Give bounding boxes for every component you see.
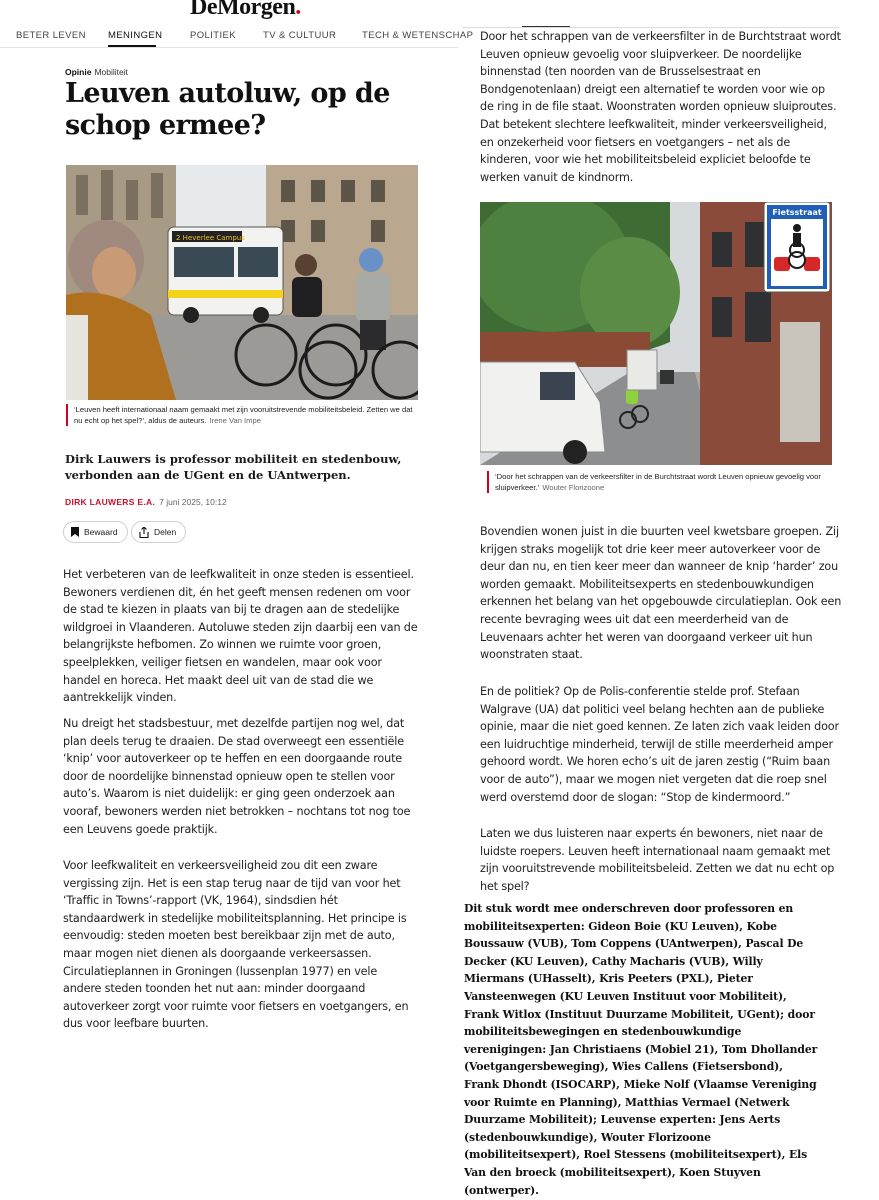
subcategory-label[interactable]: Mobiliteit xyxy=(94,67,128,77)
street-scene-illustration xyxy=(66,165,418,400)
nav-item-beter-leven[interactable]: BETER LEVEN xyxy=(16,30,86,41)
author-intro: Dirk Lauwers is professor mobiliteit en stedenbouw, verbonden aan de UGent en de UAntwerpen. xyxy=(65,452,402,482)
body-paragraph-1: Het verbeteren van de leefkwaliteit in onze steden is essentieel. Bewoners verdienen dit, én het geeft mensen redenen om voor de stad te kiezen in plaats van bij te dragen aan de stedelijke wildgroei in Vlaanderen. Autoluwe steden zijn daarbij een van de belangrijkste hefbomen. Zo winnen we ruimte voor groen, speelplekken, veiliger fietsen en wandelen, maar ook voor handel en horeca. Het maakt deel uit van de stad die we aantrekkelijk vinden. xyxy=(63,568,418,705)
article-photo-street xyxy=(66,165,418,400)
nav-item-politiek[interactable]: POLITIEK xyxy=(190,30,236,41)
category-label[interactable]: Opinie xyxy=(65,67,92,77)
share-icon xyxy=(139,527,149,538)
right-page-column xyxy=(462,0,879,1200)
main-navigation xyxy=(0,26,474,48)
share-button-label: Delen xyxy=(154,527,177,537)
body-paragraph-4: Door het schrappen van de verkeersfilter in de Burchtstraat wordt Leuven opnieuw gevoelig voor sluipverkeer. De noordelijke binnenstad (ten noorden van de Brusselsestraat en Bondgenotenlaan) dreigt een alternatief te worden voor wie op de ring in de file staat. Woonstraten worden opnieuw sluiproutes. Dat betekent slechtere leefkwaliteit, minder verkeersveiligheid, en onzekerheid voor fietsers en voetgangers – net als de kinderen, voor wie het mobiliteitsbeleid expliciet beloofde te werken vanuit de kindnorm. xyxy=(480,30,841,184)
bookmark-icon xyxy=(71,527,79,537)
photo-credit: Irene Van Impe xyxy=(209,416,261,425)
article-headline: Leuven autoluw, op de schop ermee? xyxy=(65,78,390,141)
fietsstraat-scene-illustration xyxy=(480,202,832,465)
save-button-label: Bewaard xyxy=(84,527,118,537)
body-paragraph-5: Bovendien wonen juist in die buurten veel kwetsbare groepen. Zij krijgen straks mogelijk tot drie keer meer autoverkeer voor de deur dan nu, en tien keer meer dan wanneer de knip ‘harder’ zou worden gemaakt. Mobiliteitsexperts en stedenbouwkundigen erkennen het belang van het opgebouwde circulatieplan. Ook een recente bevraging wees uit dat een meerderheid van de Leuvenaars achter het weren van doorgaand verkeer uit hun woonstraten staat. xyxy=(480,525,842,662)
body-paragraph-6: En de politiek? Op de Polis-conferentie stelde prof. Stefaan Walgrave (UA) dat politici veel belang hechten aan de publieke opinie, maar die niet goed kennen. Ze laten zich vaak leiden door een luidruchtige minderheid, terwijl de stille meerderheid amper gehoord wordt. We horen echo’s uit de jaren zestig (“Ruim baan voor de auto”), maar we mogen niet vergeten dat die roep snel werd overstemd door de slogan: “Stop de kindermoord.” xyxy=(480,685,839,804)
article-photo-fietsstraat xyxy=(480,202,832,465)
header-accent-rule xyxy=(522,26,570,27)
fietsstraat-sign-label: Fietsstraat xyxy=(772,208,822,217)
author-link[interactable]: DIRK LAUWERS E.A. xyxy=(65,497,156,507)
bus-destination-sign: 2 Heverlee Campus xyxy=(176,234,245,242)
body-paragraph-2: Nu dreigt het stadsbestuur, met dezelfde partijen nog wel, dat plan deels terug te draaien. De stad overweegt een essentiële ‘knip’ voor autoverkeer op te heffen en een doorgaande route door de noordelijke binnenstad opnieuw open te stellen voor auto’s. Waarom is niet duidelijk: er ging geen onderzoek aan vooraf, bewoners werden niet betrokken – nochtans tot nog toe een Leuvens goede praktijk. xyxy=(63,717,411,836)
photo-caption-2 xyxy=(487,471,832,493)
active-tab-indicator xyxy=(108,45,156,47)
publish-date: 7 juni 2025, 10:12 xyxy=(159,497,227,507)
photo-credit-2: Wouter Florizoone xyxy=(542,483,605,492)
share-button[interactable] xyxy=(131,521,186,543)
article-kicker xyxy=(65,67,128,77)
body-paragraph-7: Laten we dus luisteren naar experts én bewoners, niet naar de luidste roepers. Leuven heeft internationaal naam gemaakt met zijn vooruitstrevende mobiliteitsbeleid. Zetten we dat nu echt op het spel? xyxy=(480,827,835,892)
site-logo[interactable]: DeMorgen. xyxy=(190,0,301,20)
nav-item-meningen[interactable]: MENINGEN xyxy=(108,30,163,41)
save-button[interactable] xyxy=(63,521,128,543)
body-paragraph-3: Voor leefkwaliteit en verkeersveiligheid zou dit een zware vergissing zijn. Het is een stap terug naar de tijd van voor het ‘Traffic in Towns’-rapport (VK, 1964), sindsdien hét standaardwerk in stedelijke mobiliteitsplanning. Het principe is eenvoudig: steden moeten best bereikbaar zijn met de auto, maar mogen niet dienen als doorgaande verkeersassen. Circulatieplannen in Groningen (lussenplan 1977) en vele andere steden toonden het nut aan: minder doorgaand autoverkeer zorgt voor ruimte voor fietsers en voetgangers, en dus voor leefbare buurten. xyxy=(63,859,409,1031)
caption-text-2: ‘Door het schrappen van de verkeersfilter in de Burchtstraat wordt Leuven opnieuw gevoelig voor sluipverkeer.’ xyxy=(495,472,821,492)
caption-text: ‘Leuven heeft internationaal naam gemaakt met zijn vooruitstrevende mobiliteitsbeleid. Zetten we dat nu echt op het spel?’, aldus de auteurs. xyxy=(74,405,413,425)
signatories-list: Dit stuk wordt mee onderschreven door professoren en mobiliteitsexperten: Gideon Boie (KU Leuven), Kobe Boussauw (VUB), Tom Coppens (UAntwerpen), Pascal De Decker (KU Leuven), Cathy Macharis (VUB), Willy Miermans (UHasselt), Kris Peeters (PXL), Pieter Vansteenwegen (KU Leuven Instituut voor Mobiliteit), Frank Witlox (Instituut Duurzame Mobiliteit, UGent); door mobiliteitsbewegingen en stedenbouwkundige verenigingen: Jan Christiaens (Mobiel 21), Tom Dhollander (Voetgangersbeweging), Wies Callens (Fietsersbond), Frank Dhondt (ISOCARP), Mieke Nolf (Vlaamse Vereniging voor Ruimte en Planning), Matthias Vermael (Netwerk Duurzame Mobiliteit); Leuvense experten: Jens Aerts (stedenbouwkundige), Wouter Florizoone (mobiliteitsexpert), Roel Stessens (mobiliteitsexpert), Els Van den broeck (mobiliteitsexpert), Koen Stuyven (ontwerper). xyxy=(464,902,818,1197)
photo-caption xyxy=(66,404,418,426)
nav-item-tv-cultuur[interactable]: TV & CULTUUR xyxy=(263,30,337,41)
nav-item-tech-wetenschap[interactable]: TECH & WETENSCHAP xyxy=(362,30,474,41)
byline xyxy=(65,497,227,507)
